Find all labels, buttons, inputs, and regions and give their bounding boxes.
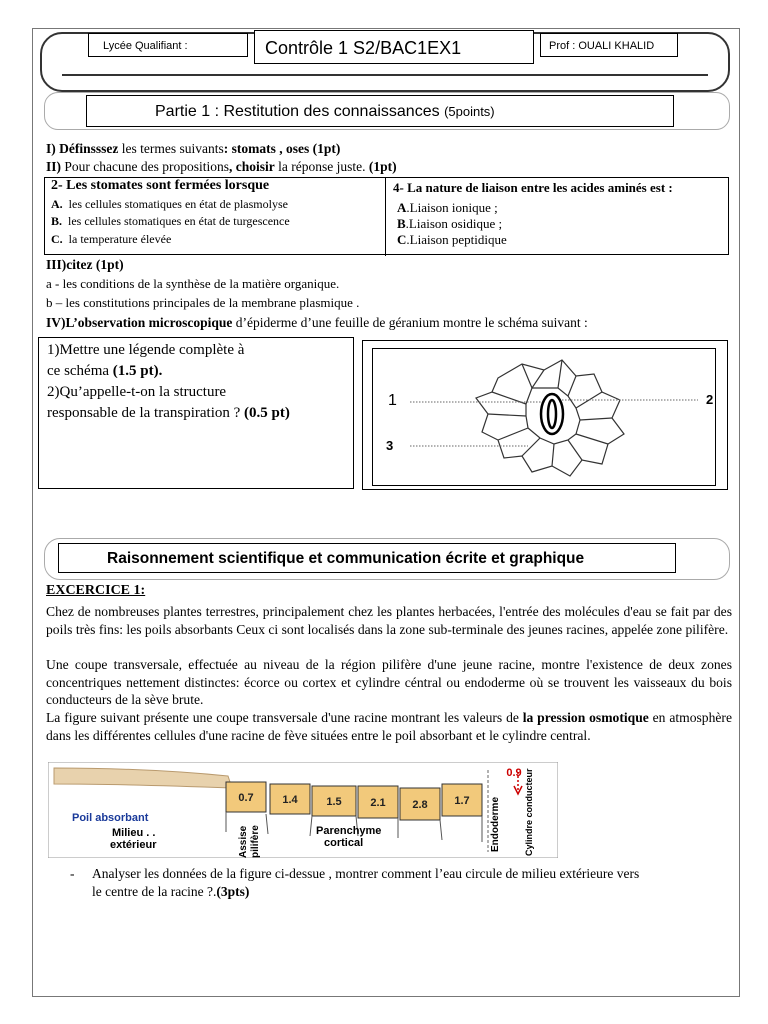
- instruction-line-4: responsable de la transpiration ? (0.5 pt): [47, 405, 290, 421]
- instruction-line-3: 2)Qu’appelle-t-on la structure: [47, 384, 227, 400]
- endodermis-label: Endoderme: [490, 796, 501, 852]
- question-1-label: I) Définsssez: [46, 141, 119, 156]
- part2-title: Raisonnement scientifique et communication écrite et graphique: [58, 543, 676, 573]
- cortical-label: cortical: [324, 837, 364, 849]
- schema-label-3: 3: [386, 438, 394, 453]
- final-question-dash: -: [70, 866, 75, 881]
- osmotic-value-2: 1.4: [282, 794, 298, 806]
- school-label: Lycée Qualifiant :: [88, 33, 248, 57]
- mcq-right-option-c: C.Liaison peptidique: [397, 232, 507, 247]
- osmotic-value-5: 2.8: [412, 799, 428, 811]
- final-question-line-2: le centre de la racine ?.(3pts): [92, 884, 250, 899]
- exercise-paragraph-1: Chez de nombreuses plantes terrestres, principalement chez les plantes herbacées, l'entrée des molécules d'eau se fait par des poils très fins: les poils absorbants Ceux ci sont localisés dans la zone sub-terminale des jeunes racines, appelée zone pilifère.: [46, 604, 732, 637]
- mcq-table: [44, 177, 729, 255]
- piliferous-layer-label: Assise: [238, 825, 249, 858]
- header-divider: [62, 74, 708, 76]
- question-1: [46, 141, 340, 157]
- mcq-left-option-c: C. la temperature élevée: [51, 232, 172, 246]
- mcq-right-option-a: A.Liaison ionique ;: [397, 200, 498, 215]
- question-2-points: (1pt): [365, 159, 397, 174]
- teacher-label: Prof : OUALI KHALID: [540, 33, 678, 57]
- instruction-line-2: ce schéma (1.5 pt).: [47, 363, 163, 379]
- root-section-figure: [48, 762, 558, 858]
- mcq-left-option-a: A. les cellules stomatiques en état de plasmolyse: [51, 197, 288, 211]
- osmotic-value-3: 1.5: [326, 796, 342, 808]
- osmotic-value-1: 0.7: [238, 792, 254, 804]
- osmotic-value-6: 1.7: [454, 795, 470, 807]
- part1-points: (5points): [444, 104, 495, 119]
- question-2-text-a: Pour chacune des propositions: [61, 159, 229, 174]
- question-2-choose: , choisir: [229, 159, 275, 174]
- mcq-right-heading: 4- La nature de liaison entre les acides aminés est :: [393, 180, 673, 195]
- external-medium-label: Milieu . .: [112, 827, 156, 839]
- part1-title: [86, 95, 674, 127]
- mcq-right-option-b: B.Liaison osidique ;: [397, 216, 503, 231]
- mcq-left-option-b: B. les cellules stomatiques en état de turgescence: [51, 214, 290, 228]
- question-3-b: b – les constitutions principales de la membrane plasmique .: [46, 295, 360, 310]
- question-1-terms: : stomats , oses (1pt): [223, 141, 341, 156]
- external-medium-label-2: extérieur: [110, 839, 157, 851]
- osmotic-value-4: 2.1: [370, 797, 386, 809]
- question-4-bold: L’observation microscopique: [65, 315, 233, 330]
- question-1-text: les termes suivants: [118, 141, 224, 156]
- exercise-title: EXCERCICE 1:: [46, 583, 146, 598]
- central-cylinder-label: Cylindre conducteur: [524, 768, 534, 856]
- schema-label-2: 2: [706, 392, 714, 407]
- exercise-paragraph-3: La figure suivant présente une coupe transversale d'une racine montrant les valeurs de la pression osmotique en atmosphère dans les différentes cellules d'une racine de fève situées entre le poil absorbant et le cylindre central.: [46, 710, 732, 743]
- question-4: [46, 315, 588, 331]
- part1-title-text: Partie 1 : Restitution des connaissances: [155, 103, 440, 120]
- exam-title: Contrôle 1 S2/BAC1EX1: [254, 30, 534, 64]
- root-hair-label: Poil absorbant: [72, 812, 149, 824]
- final-question-line-1: Analyser les données de la figure ci-dessue , montrer comment l’eau circule de milieu extérieure vers: [92, 866, 640, 881]
- question-2: [46, 159, 397, 175]
- question-2-text-b: la réponse juste.: [274, 159, 366, 174]
- question-3-label: III)citez (1pt): [46, 257, 124, 272]
- instruction-line-1: 1)Mettre une légende complète à: [47, 342, 245, 358]
- stomata-diagram: [372, 348, 716, 486]
- schema-label-1: 1: [388, 392, 397, 409]
- parenchyma-label: Parenchyme: [316, 825, 382, 837]
- exercise-paragraph-2: Une coupe transversale, effectuée au niveau de la région pilifère d'une jeune racine, montre l'existence de deux zones concentriques nettement distinctes: écorce ou cortex et cylindre céntral ou endoderme où se trouvent les vaisseaux du bois conducteurs de la sève brute.: [46, 657, 732, 708]
- instruction-box: [38, 337, 354, 489]
- mcq-left-heading: 2- Les stomates sont fermées lorsque: [51, 178, 270, 193]
- piliferous-layer-label-2: pilifère: [250, 825, 261, 858]
- question-4-label: IV): [46, 315, 66, 330]
- osmotic-value-top: 0.9: [506, 767, 522, 779]
- mcq-divider: [385, 178, 386, 256]
- question-2-label: II): [46, 159, 62, 174]
- question-3-a: a - les conditions de la synthèse de la matière organique.: [46, 276, 340, 291]
- question-4-text: d’épiderme d’une feuille de géranium montre le schéma suivant :: [232, 315, 588, 330]
